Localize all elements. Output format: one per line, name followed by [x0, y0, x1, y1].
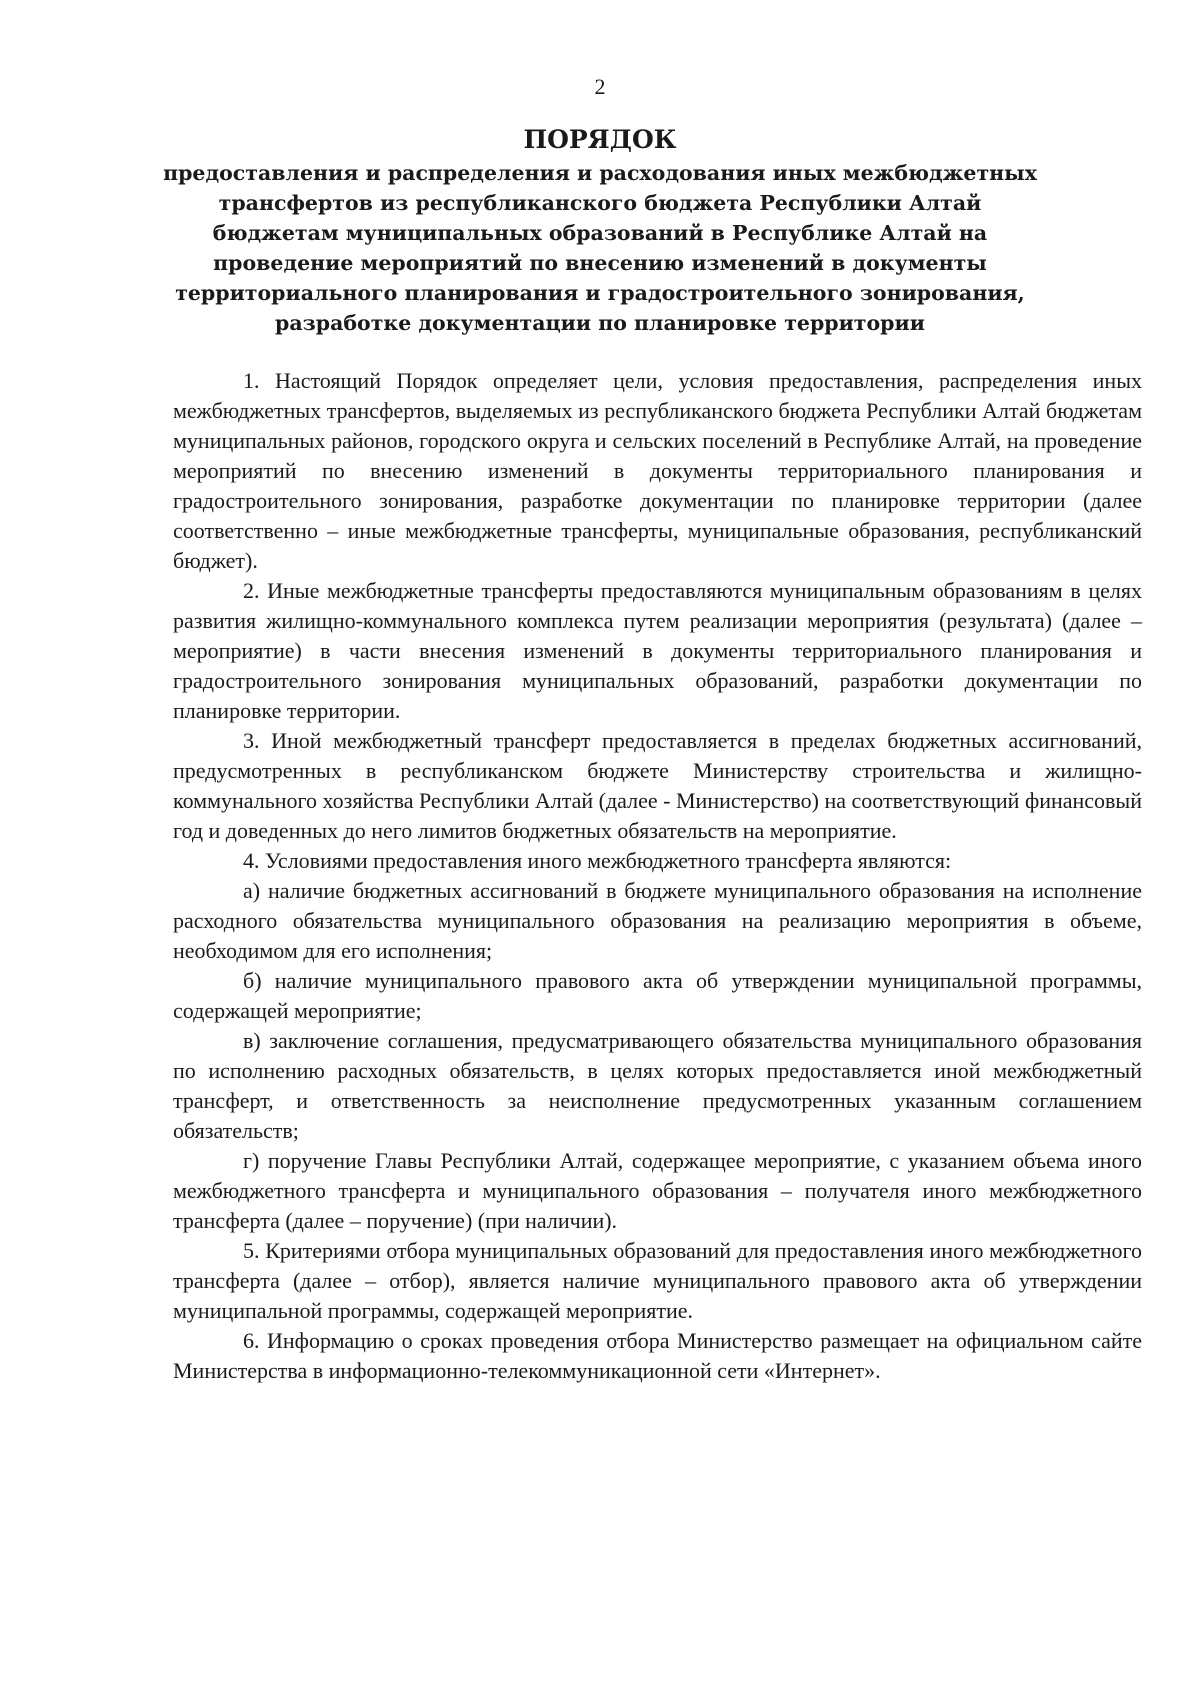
paragraph-4a: а) наличие бюджетных ассигнований в бюджете муниципального образования на исполнение расходного обязательства муниципального образования на реализацию мероприятия в объеме, необходимом для его исполнения;: [173, 878, 1142, 963]
paragraph-5: 5. Критериями отбора муниципальных образований для предоставления иного межбюджетного трансферта (далее – отбор), является наличие муниципального правового акта об утверждении муниципальной программы, содержащей мероприятие.: [173, 1238, 1142, 1323]
document-subtitle: предоставления и распределения и расходования иных межбюджетных трансфертов из республиканского бюджета Республики Алтай бюджетам муниципальных образований в Республике Алтай на проведение мероприятий по внесению изменений в документы территориального планирования и градостроительного зонирования, разработке документации по планировке территории: [163, 161, 1037, 335]
paragraph-1: 1. Настоящий Порядок определяет цели, условия предоставления, распределения иных межбюджетных трансфертов, выделяемых из республиканского бюджета Республики Алтай бюджетам муниципальных районов, городского округа и сельских поселений в Республике Алтай, на проведение мероприятий по внесению изменений в документы территориального планирования и градостроительного зонирования, разработке документации по планировке территории (далее соответственно – иные межбюджетные трансферты, муниципальные образования, республиканский бюджет).: [173, 368, 1142, 573]
paragraph-4v: в) заключение соглашения, предусматривающего обязательства муниципального образования по исполнению расходных обязательств, в целях которых предоставляется иной межбюджетный трансферт, и ответственность за неисполнение предусмотренных указанным соглашением обязательств;: [173, 1028, 1142, 1143]
document-heading: [160, 124, 1040, 338]
paragraph-4g: г) поручение Главы Республики Алтай, содержащее мероприятие, с указанием объема иного межбюджетного трансферта и муниципального образования – получателя иного межбюджетного трансферта (далее – поручение) (при наличии).: [173, 1148, 1142, 1233]
paragraph-6: 6. Информацию о сроках проведения отбора Министерство размещает на официальном сайте Министерства в информационно-телекоммуникационной сети «Интернет».: [173, 1328, 1142, 1383]
paragraph-3: 3. Иной межбюджетный трансферт предоставляется в пределах бюджетных ассигнований, предусмотренных в республиканском бюджете Министерству строительства и жилищно-коммунального хозяйства Республики Алтай (далее - Министерство) на соответствующий финансовый год и доведенных до него лимитов бюджетных обязательств на мероприятие.: [173, 728, 1142, 843]
document-title: ПОРЯДОК: [523, 125, 677, 154]
page-number: 2: [594, 74, 606, 99]
paragraph-4b: б) наличие муниципального правового акта об утверждении муниципальной программы, содержащей мероприятие;: [173, 968, 1142, 1023]
paragraph-2: 2. Иные межбюджетные трансферты предоставляются муниципальным образованиям в целях развития жилищно-коммунального комплекса путем реализации мероприятия (результата) (далее – мероприятие) в части внесения изменений в документы территориального планирования и градостроительного зонирования муниципальных образований, разработки документации по планировке территории.: [173, 578, 1142, 723]
document-body: [173, 366, 1142, 1386]
paragraph-4: 4. Условиями предоставления иного межбюджетного трансферта являются:: [243, 848, 952, 873]
